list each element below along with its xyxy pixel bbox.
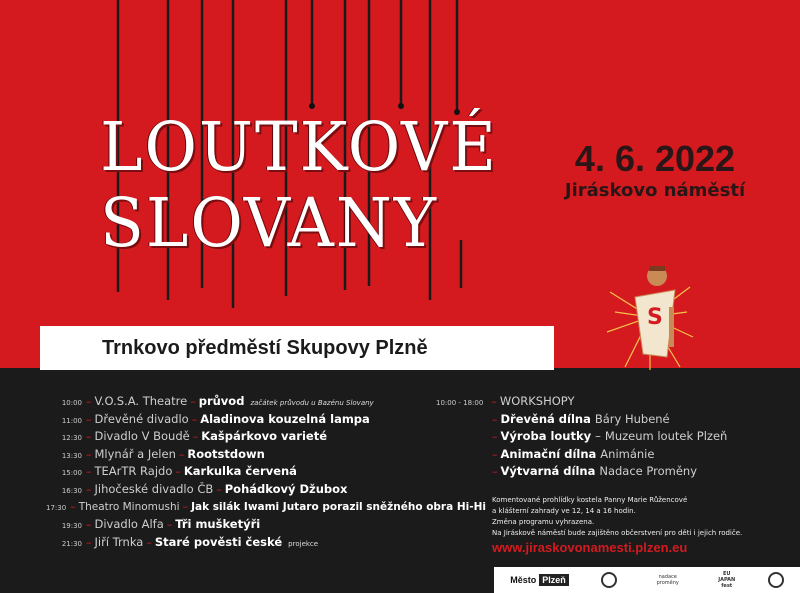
emblem-icon <box>601 572 617 588</box>
logo-text: EU <box>722 571 731 577</box>
separator: – <box>175 465 181 479</box>
workshops-label: WORKSHOPY <box>499 394 575 408</box>
separator: – <box>190 395 196 408</box>
program-performer: Divadlo Alfa <box>94 517 164 532</box>
nadace-logo: nadace proměny <box>656 574 679 586</box>
workshops <box>436 394 786 482</box>
workshop-place: Muzeum loutek Plzeň <box>604 429 728 444</box>
subtitle-banner <box>40 326 554 370</box>
info-line: a klášterní zahrady ve 12, 14 a 16 hodin. <box>492 507 636 515</box>
program-show: Pohádkový Džubox <box>224 481 348 496</box>
program-row <box>46 499 486 518</box>
mesto-plzen-logo <box>510 575 569 585</box>
seal-icon <box>768 572 784 588</box>
program-list <box>46 394 486 552</box>
sponsor-logos <box>494 567 800 593</box>
program-time: 15:00 <box>61 469 82 478</box>
title-line-1: LOUTKOVÉ <box>100 109 498 187</box>
program-note: projekce <box>288 539 319 548</box>
poster-title <box>100 110 500 262</box>
workshop-separator: – <box>595 429 601 444</box>
dash: – <box>86 430 92 444</box>
logo-text: Město <box>510 575 537 585</box>
program-show: Tři mušketýři <box>175 517 261 532</box>
program-performer: Jiří Trnka <box>94 534 144 549</box>
program-show: průvod <box>198 394 245 408</box>
workshops-header <box>436 394 786 412</box>
program-row <box>46 394 476 412</box>
program-performer: V.O.S.A. Theatre <box>94 394 188 408</box>
workshop-place: Nadace Proměny <box>599 464 698 479</box>
program-row <box>46 464 476 482</box>
workshop-place: Báry Hubené <box>594 411 670 426</box>
program-show: Aladinova kouzelná lampa <box>200 411 370 426</box>
program-time: 21:30 <box>61 539 82 548</box>
separator: – <box>178 447 185 461</box>
program-row <box>46 482 476 500</box>
program-performer: TEArTR Rajdo <box>94 464 173 479</box>
program-time: 16:30 <box>61 486 82 495</box>
program-time: 11:00 <box>61 416 82 425</box>
japan-fest-logo <box>718 571 735 589</box>
event-date: 4. 6. 2022 <box>574 138 736 179</box>
workshop-name: Dřevěná dílna <box>500 411 591 426</box>
dash: – <box>86 518 92 532</box>
program-show: Kašpárkovo varieté <box>201 429 327 444</box>
dash: – <box>86 395 92 408</box>
program-show: Jak silák Iwami Jutaro porazil sněžného obra Hi-Hi <box>191 500 486 513</box>
workshop-item <box>436 447 786 465</box>
program-performer: Divadlo V Boudě <box>94 429 190 444</box>
workshop-item <box>436 412 786 430</box>
logo-text: fest <box>721 583 733 589</box>
program-time: 19:30 <box>61 522 82 531</box>
workshop-name: Výroba loutky <box>500 429 592 444</box>
separator: – <box>166 518 173 532</box>
program-row <box>46 535 476 553</box>
workshop-item <box>436 464 786 482</box>
workshops-time: 10:00 - 18:00 <box>436 399 484 407</box>
svg-text:S: S <box>647 305 663 330</box>
separator: – <box>216 482 222 496</box>
workshop-name: Animační dílna <box>500 446 597 461</box>
dash: – <box>70 499 76 513</box>
dash: – <box>492 430 498 444</box>
puppet-illustration <box>605 262 695 372</box>
dash: – <box>492 465 498 479</box>
program-time: 12:30 <box>61 434 82 443</box>
program-time: 17:30 <box>46 503 67 512</box>
workshop-name: Výtvarná dílna <box>500 464 596 479</box>
separator: – <box>146 535 152 549</box>
dash: – <box>86 482 92 496</box>
subtitle: Trnkovo předměstí Skupovy Plzně <box>102 337 428 359</box>
program-performer: Jihočeské divadlo ČB <box>94 481 214 496</box>
program-time: 13:30 <box>61 451 82 460</box>
program-performer: Theatro Minomushi <box>78 500 180 513</box>
program-note: začátek průvodu u Bazénu Slovany <box>250 399 374 407</box>
dash: – <box>86 535 92 549</box>
dash: – <box>491 395 497 408</box>
logo-text: Plzeň <box>539 574 569 586</box>
dash: – <box>492 447 498 461</box>
website-link[interactable]: www.jiraskovonamesti.plzen.eu <box>492 540 688 555</box>
dash: – <box>86 447 92 461</box>
event-place: Jiráskovo náměstí <box>564 180 746 201</box>
program-time: 10:00 <box>61 399 82 407</box>
info-text <box>492 495 742 539</box>
dash: – <box>492 412 498 426</box>
program-row <box>46 412 476 430</box>
program-show: Rootstdown <box>187 446 265 461</box>
info-line: Komentované prohlídky kostela Panny Marie Růžencové <box>492 496 688 504</box>
program-performer: Mlynář a Jelen <box>94 446 176 461</box>
workshop-item <box>436 429 786 447</box>
info-line: Na Jiráskově náměstí bude zajištěno občerstvení pro děti i jejich rodiče. <box>492 529 743 537</box>
program-performer: Dřevěné divadlo <box>94 411 189 426</box>
info-line: Změna programu vyhrazena. <box>492 518 595 526</box>
program-show: Karkulka červená <box>183 464 297 479</box>
program-row <box>46 517 476 535</box>
separator: – <box>182 499 189 513</box>
separator: – <box>191 412 198 426</box>
program-row <box>46 429 476 447</box>
title-line-2: SLOVANY <box>100 185 439 263</box>
logo-text: JAPAN <box>718 577 736 583</box>
program-row <box>46 447 476 465</box>
program-show: Staré pověsti české <box>154 534 283 549</box>
separator: – <box>192 430 199 444</box>
workshop-place: Animánie <box>600 446 655 461</box>
dash: – <box>86 465 92 479</box>
dash: – <box>86 412 92 426</box>
